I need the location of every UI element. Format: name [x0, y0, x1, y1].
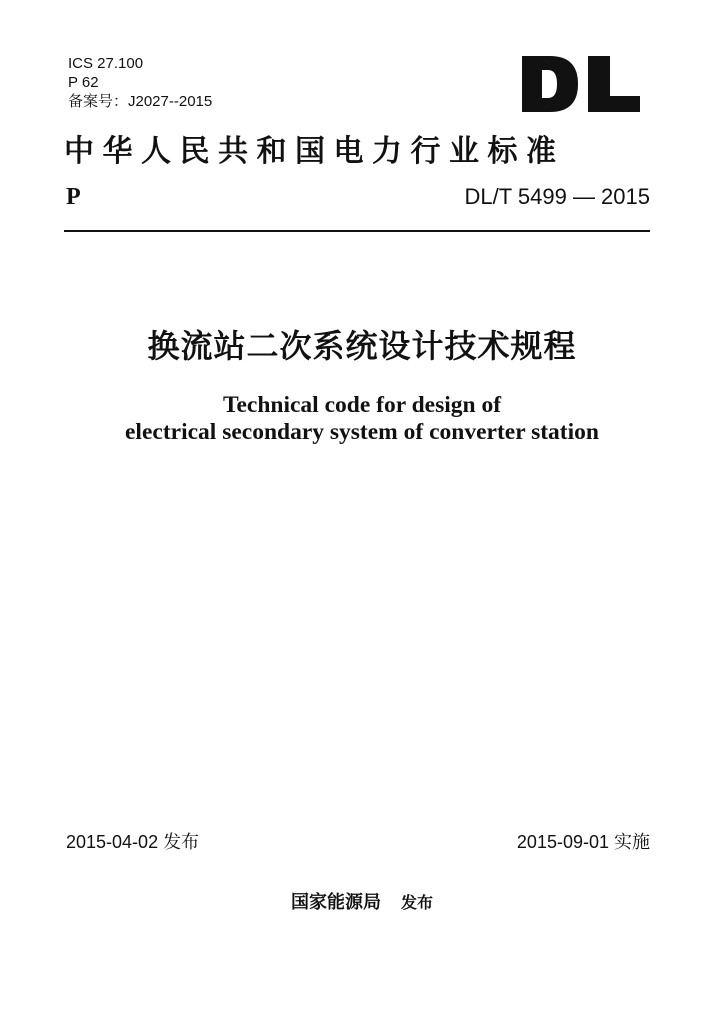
header-divider [64, 230, 650, 232]
chinese-title: 换流站二次系统设计技术规程 [147, 327, 577, 365]
standard-number: DL/T 5499 — 2015 [464, 184, 650, 209]
publisher-name: 国家能源局 [290, 892, 381, 913]
category-code: P [66, 184, 81, 210]
dl-logo [520, 56, 642, 112]
publish-action: 发布 [400, 893, 433, 912]
publisher-line [0, 890, 724, 916]
industry-standard-title: 中华人民共和国电力行业标准 [64, 134, 565, 169]
issue-date: 2015-04-02 发布 [66, 832, 200, 852]
english-title-line-2: electrical secondary system of converter station [125, 419, 599, 445]
filing-number: 备案号：J2027--2015 [68, 93, 213, 110]
english-title [0, 392, 724, 446]
metadata-block [68, 54, 212, 111]
english-title-line-1: Technical code for design of [222, 392, 502, 418]
ics-code: ICS 27.100 [68, 55, 144, 72]
implementation-date: 2015-09-01 实施 [516, 832, 650, 852]
classification-code: P 62 [68, 74, 99, 91]
